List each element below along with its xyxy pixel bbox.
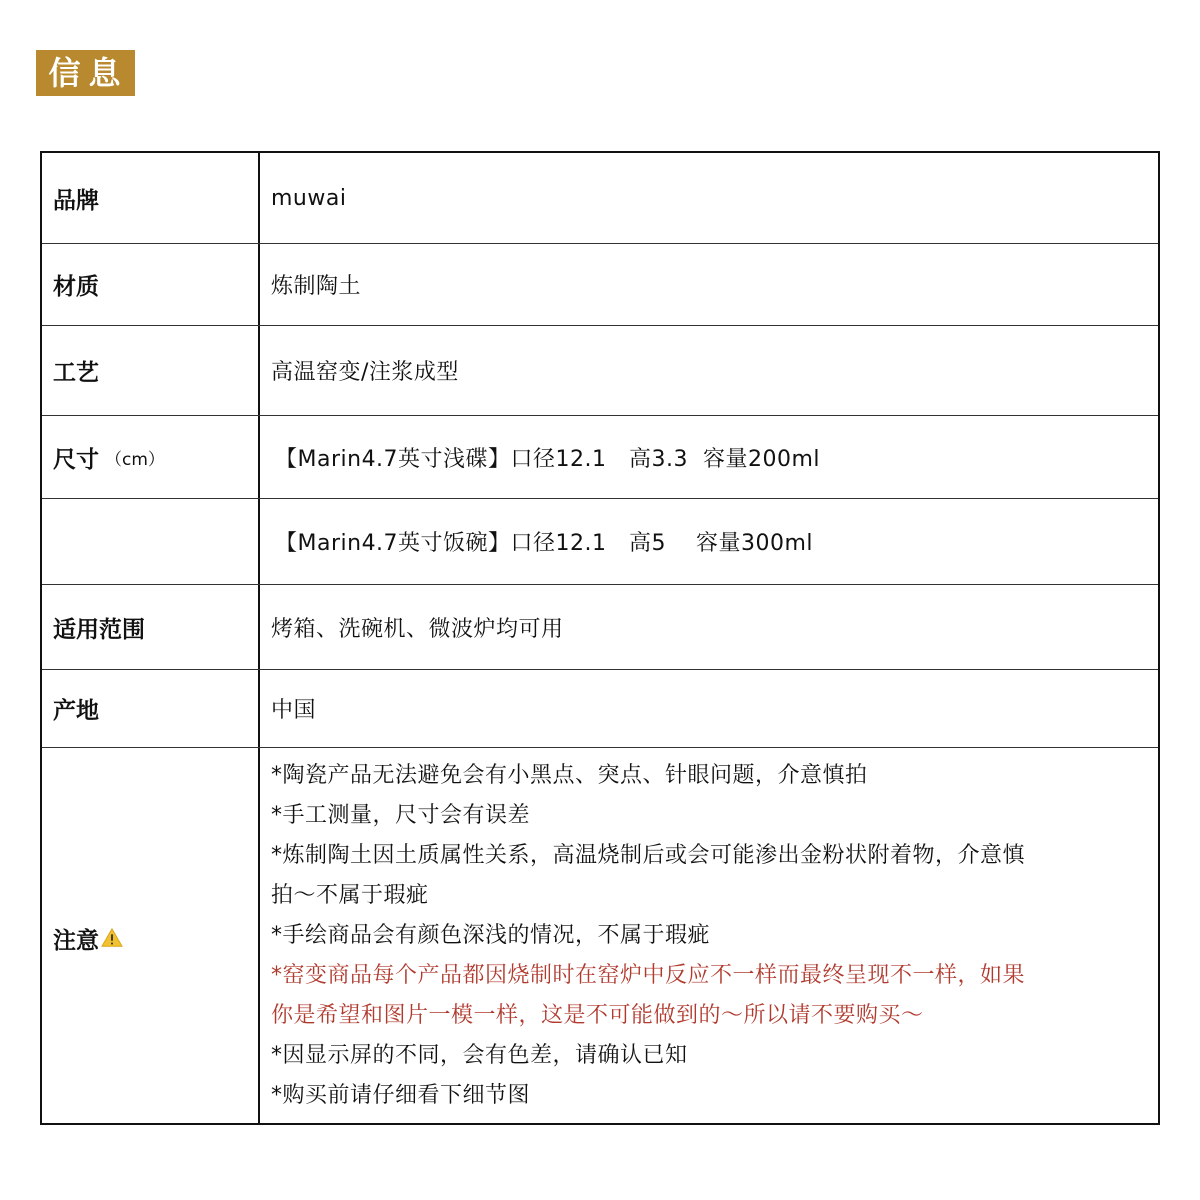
row-value: 烤箱、洗碗机、微波炉均可用 (271, 616, 564, 642)
row-label: 材质 (42, 244, 260, 325)
note-item: *炼制陶土因土质属性关系，高温烧制后或会可能渗出金粉状附着物，介意慎 (271, 843, 1026, 868)
note-item-warning: 你是希望和图片一模一样，这是不可能做到的～所以请不要购买～ (271, 1003, 924, 1028)
row-value: 高温窑变/注浆成型 (271, 360, 459, 385)
size-unit-text: （cm） (105, 449, 165, 470)
table-row-size (42, 416, 1158, 499)
note-item-warning: *窑变商品每个产品都因烧制时在窑炉中反应不一样而最终呈现不一样，如果 (271, 963, 1026, 988)
warning-icon (101, 927, 123, 949)
section-title-badge: 信息 (36, 50, 135, 96)
table-row-brand (42, 153, 1158, 244)
row-label (42, 748, 260, 1125)
note-item: 拍～不属于瑕疵 (271, 883, 429, 908)
table-row-usage (42, 585, 1158, 670)
note-item: *手工测量，尺寸会有误差 (271, 803, 531, 828)
row-value: muwai (271, 185, 347, 211)
table-row-size-bowl (42, 499, 1158, 585)
note-item: *购买前请仔细看下细节图 (271, 1083, 531, 1108)
row-label: 品牌 (42, 153, 260, 243)
product-info-table (40, 151, 1160, 1125)
note-item: *陶瓷产品无法避免会有小黑点、突点、针眼问题，介意慎拍 (271, 763, 868, 788)
table-row-material (42, 244, 1158, 326)
row-value (260, 416, 1158, 498)
row-label: 工艺 (42, 326, 260, 415)
note-item: *因显示屏的不同，会有色差，请确认已知 (271, 1043, 688, 1068)
row-label (42, 416, 260, 498)
note-item: *手绘商品会有颜色深浅的情况，不属于瑕疵 (271, 923, 711, 948)
table-row-origin (42, 670, 1158, 748)
row-value: 炼制陶土 (271, 274, 362, 299)
row-value (260, 499, 1158, 584)
size-plate-text: 【Marin4.7英寸浅碟】口径12.1 高3.3 容量200ml (275, 446, 821, 472)
notes-label-text: 注意 (53, 927, 99, 954)
size-bowl-text: 【Marin4.7英寸饭碗】口径12.1 高5 容量300ml (275, 531, 814, 556)
notes-list (260, 748, 1158, 1125)
row-value: 中国 (271, 698, 317, 723)
size-label-text: 尺寸 (53, 446, 99, 473)
row-label-empty (42, 499, 260, 584)
table-row-craft (42, 326, 1158, 416)
row-label: 适用范围 (42, 585, 260, 669)
row-label: 产地 (42, 670, 260, 747)
table-row-notes (42, 748, 1158, 1125)
